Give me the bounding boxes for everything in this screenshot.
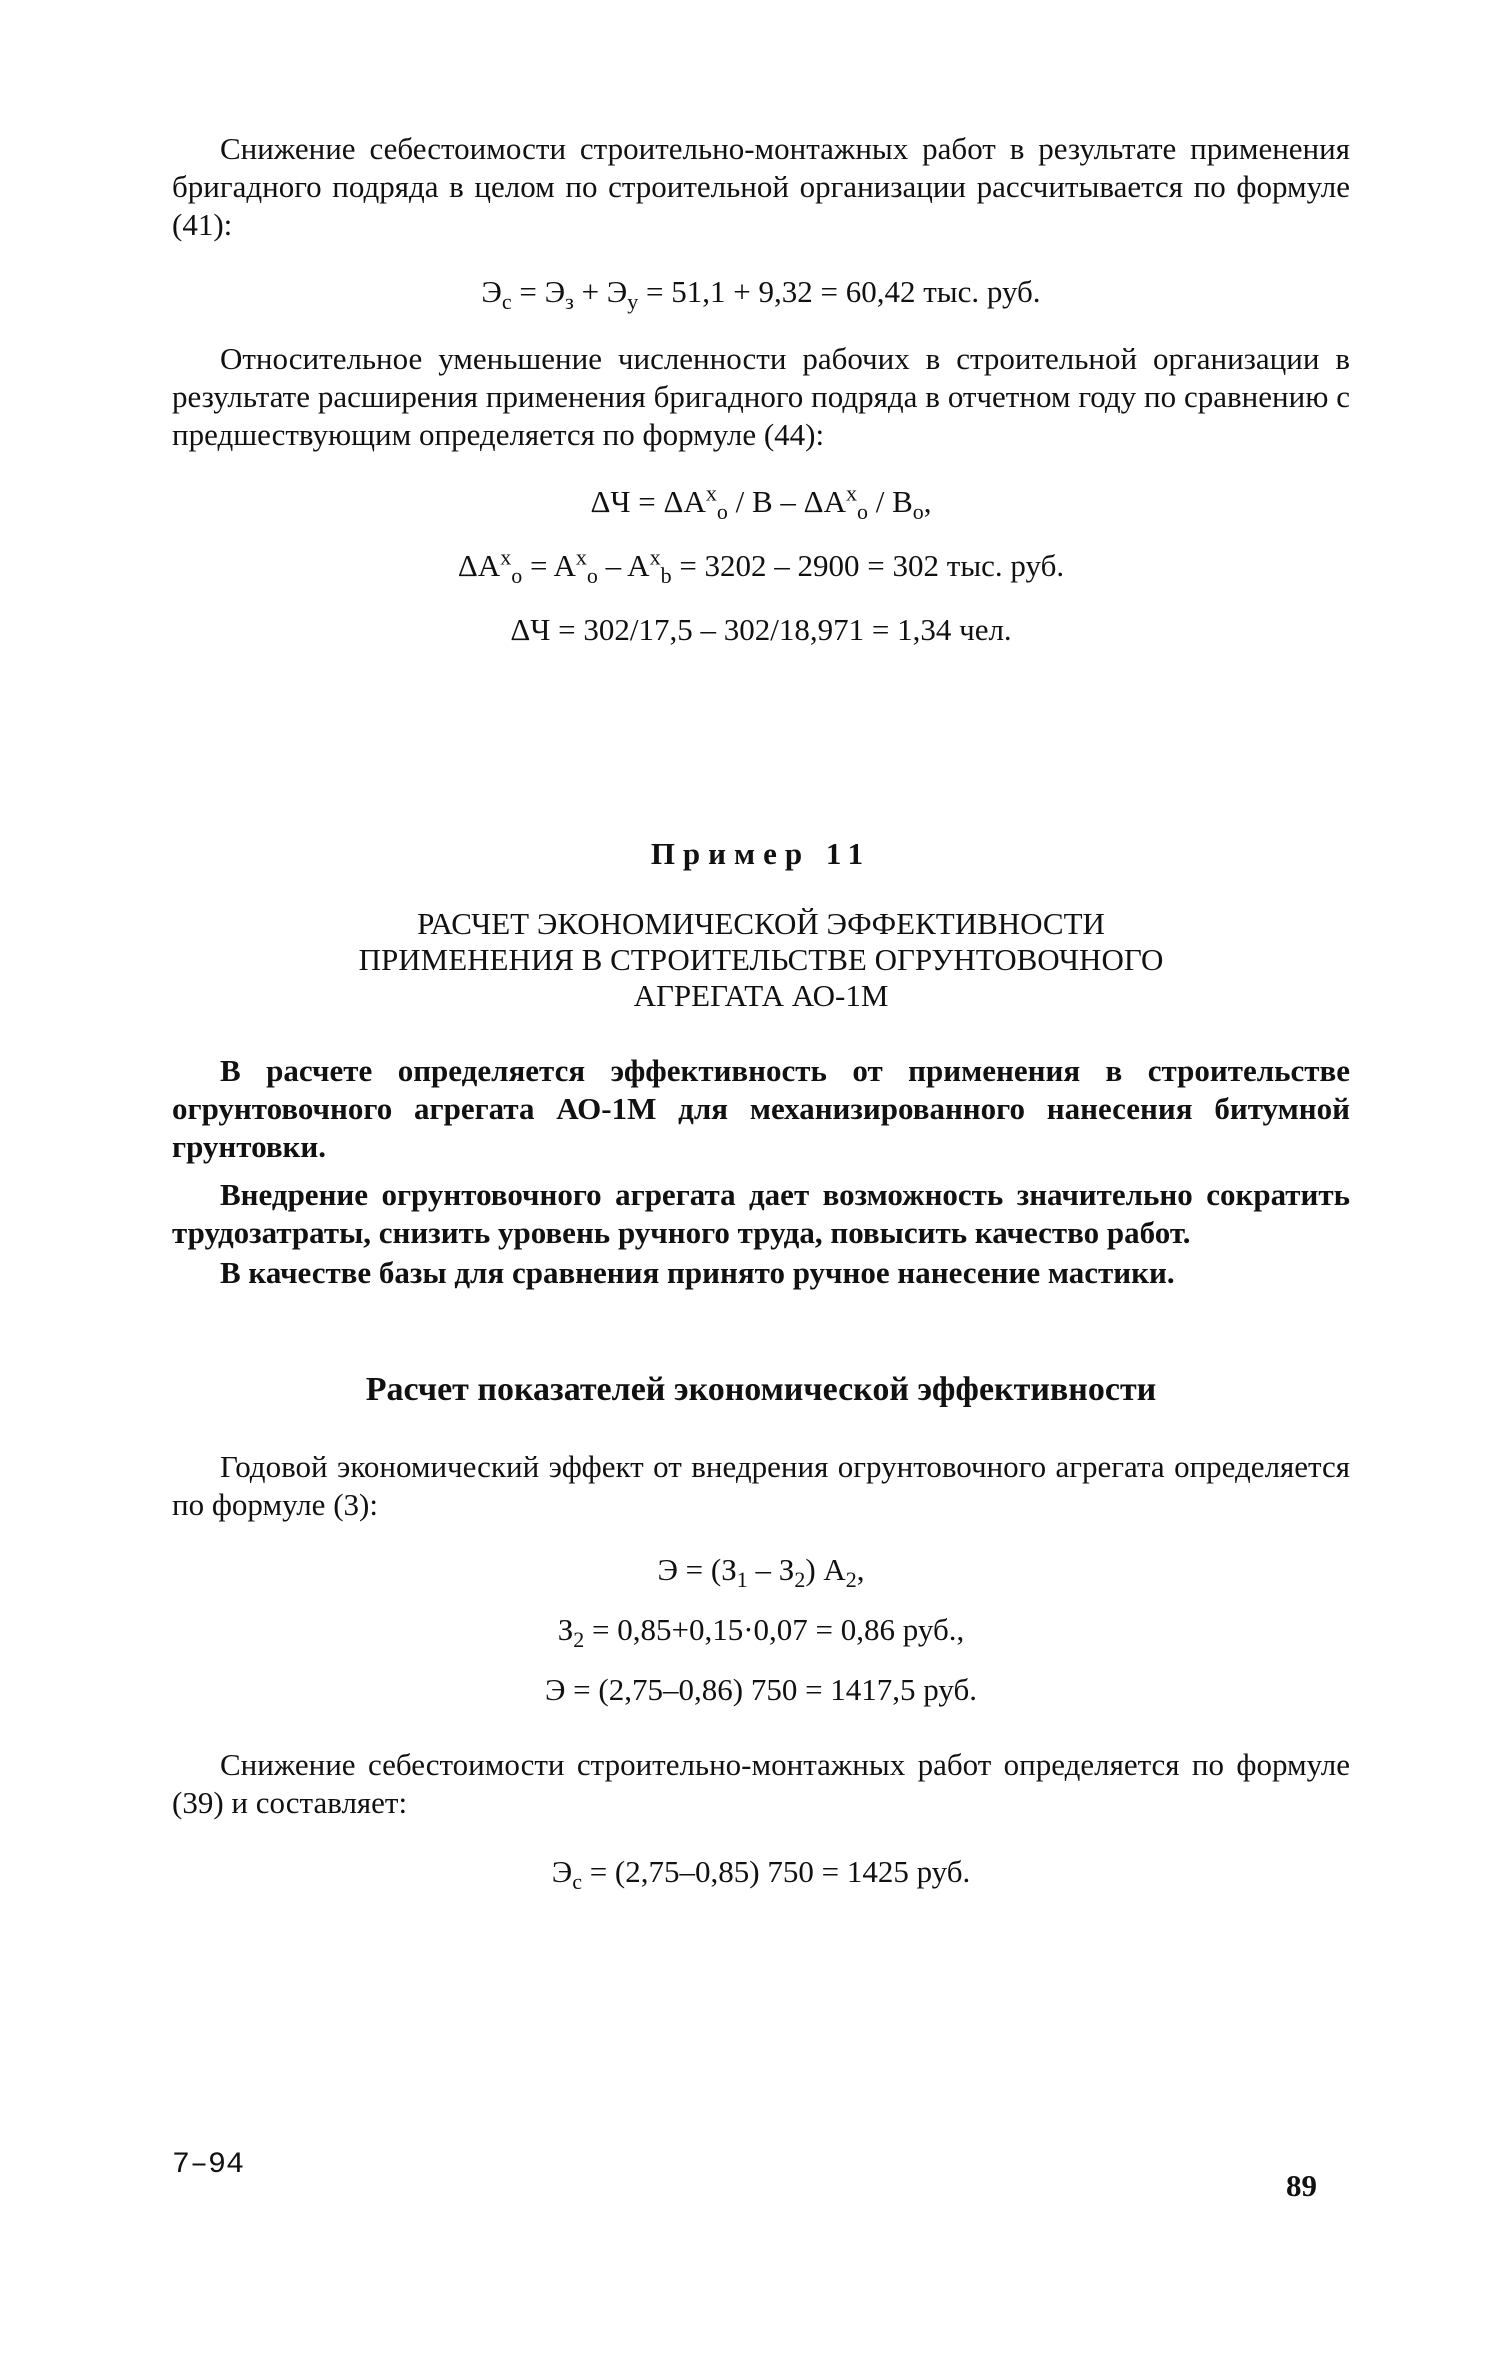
formula-annual-effect-result: Э = (2,75–0,86) 750 = 1417,5 руб.	[544, 1672, 978, 1707]
formula-z2: $З_2 = 0,85+0,15\cdot 0,07 = 0,86$ руб.,	[557, 1612, 965, 1653]
paragraph-comparison-base: В качестве базы для сравнения принято ручное нанесение мастики.	[220, 1255, 1175, 1290]
formula-delta-a: $\Delta A^x_o = A^x_o - A^x_b = 3202 - 2900 = 302$ тыс. руб.	[457, 544, 1065, 589]
page-body	[172, 130, 1350, 1895]
example-heading: Пример 11	[650, 836, 872, 871]
formula-3: $Э = (З_1 - З_2)$ $A_2$,	[657, 1552, 865, 1593]
formula-delta-ch: ΔЧ = 302/17,5 – 302/18,971 = 1,34 чел.	[510, 612, 1012, 647]
printer-signature: 7–94	[172, 2148, 245, 2182]
paragraph-cost-reduction-39: Снижение себестоимости строительно-монтажных работ определяется по формуле (39) и составляет:	[172, 1747, 1350, 1820]
page-number: 89	[1286, 2168, 1317, 2203]
formula-44: $\Delta Ч = \Delta A^x_o / B - \Delta A^x_o / B_o$,	[590, 480, 932, 525]
formula-41: $Э_с = Э_з + Э_у = 51,1 + 9,32 = 60,42$ тыс. руб.	[481, 274, 1041, 315]
paragraph-worker-reduction: Относительное уменьшение численности рабочих в строительной организации в результате расширения применения бригадного подряда в отчетном году по сравнению с предшествующим определяется по формуле (44):	[172, 341, 1350, 452]
example-title: РАСЧЕТ ЭКОНОМИЧЕСКОЙ ЭФФЕКТИВНОСТИ ПРИМЕНЕНИЯ В СТРОИТЕЛЬСТВЕ ОГРУНТОВОЧНОГО АГРЕГАТА АО-1М	[358, 906, 1164, 1013]
paragraph-implementation: Внедрение огрунтовочного агрегата дает возможность значительно сократить трудозатраты, снизить уровень ручного труда, повысить качество работ.	[172, 1177, 1350, 1250]
paragraph-annual-effect: Годовой экономический эффект от внедрения огрунтовочного агрегата определяется по формуле (3):	[172, 1449, 1350, 1522]
section-heading: Расчет показателей экономической эффективности	[365, 1371, 1157, 1408]
formula-39: $Э_с = (2,75-0,85) 750 = 1425$ руб.	[551, 1854, 971, 1895]
paragraph-calculation-scope: В расчете определяется эффективность от применения в строительстве огрунтовочного агрегата АО-1М для механизированного нанесения битумной грунтовки.	[172, 1053, 1350, 1164]
paragraph-cost-reduction-intro: Снижение себестоимости строительно-монтажных работ в результате применения бригадного подряда в целом по строительной организации рассчитывается по формуле (41):	[172, 131, 1350, 242]
